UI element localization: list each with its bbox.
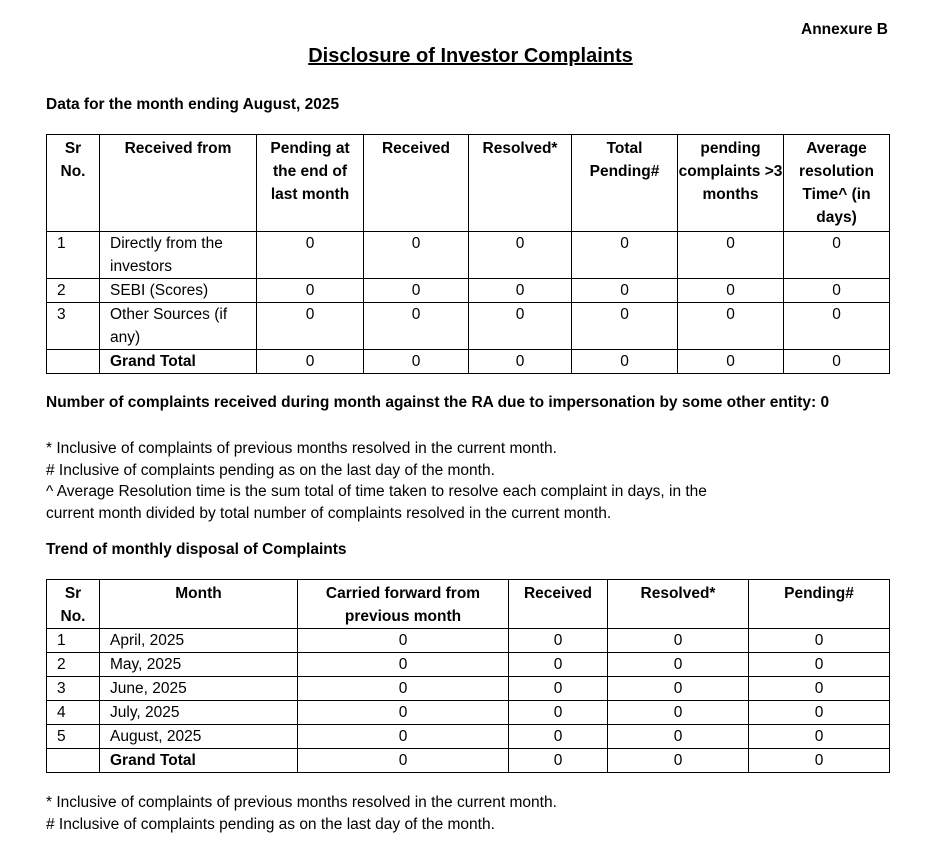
- cell-sr: 1: [47, 629, 100, 653]
- table-row: [47, 629, 890, 653]
- table-header-row: [47, 580, 890, 629]
- cell-pending-last: 0: [257, 279, 364, 303]
- col-header-month: Month: [100, 580, 298, 629]
- footnotes-section2: [46, 792, 557, 835]
- cell-received: 0: [364, 303, 469, 350]
- cell-avg-time: 0: [784, 232, 890, 279]
- cell-total-pending: 0: [572, 303, 678, 350]
- cell-received-from: SEBI (Scores): [100, 279, 257, 303]
- total-received: 0: [364, 350, 469, 374]
- cell-sr: 1: [47, 232, 100, 279]
- cell-month: May, 2025: [100, 653, 298, 677]
- total-received: 0: [509, 749, 608, 773]
- cell-received: 0: [509, 677, 608, 701]
- cell-resolved: 0: [608, 701, 749, 725]
- cell-resolved: 0: [608, 677, 749, 701]
- cell-pending: 0: [749, 653, 890, 677]
- cell-sr: 3: [47, 303, 100, 350]
- cell-resolved: 0: [469, 303, 572, 350]
- total-pending: 0: [749, 749, 890, 773]
- total-pending-last: 0: [257, 350, 364, 374]
- col-header-received-from: Received from: [100, 135, 257, 232]
- complaints-data-table: [46, 134, 890, 374]
- cell-pending-last: 0: [257, 232, 364, 279]
- grand-total-label: Grand Total: [100, 350, 257, 374]
- cell-avg-time: 0: [784, 279, 890, 303]
- total-avg-time: 0: [784, 350, 890, 374]
- footnote-resolved: * Inclusive of complaints of previous months resolved in the current month.: [46, 440, 557, 457]
- footnote-average-line2: current month divided by total number of complaints resolved in the current month.: [46, 504, 612, 522]
- table-row: [47, 232, 890, 279]
- table-header-row: [47, 135, 890, 232]
- cell-total-pending: 0: [572, 232, 678, 279]
- cell-carried-forward: 0: [298, 725, 509, 749]
- cell-sr-empty: [47, 749, 100, 773]
- col-header-resolved: Resolved*: [469, 135, 572, 232]
- cell-pending-last: 0: [257, 303, 364, 350]
- col-header-sr: Sr No.: [47, 580, 100, 629]
- total-resolved: 0: [608, 749, 749, 773]
- cell-resolved: 0: [608, 725, 749, 749]
- col-header-pending-last: Pending at the end of last month: [257, 135, 364, 232]
- cell-pending-3m: 0: [678, 303, 784, 350]
- cell-received: 0: [364, 232, 469, 279]
- footnote-average-line1: ^ Average Resolution time is the sum total of time taken to resolve each complaint in days, in the: [46, 483, 707, 500]
- total-total-pending: 0: [572, 350, 678, 374]
- cell-sr-empty: [47, 350, 100, 374]
- grand-total-row: [47, 350, 890, 374]
- monthly-trend-table: [46, 579, 890, 773]
- cell-received-from: Directly from the investors: [100, 232, 257, 279]
- cell-pending-3m: 0: [678, 279, 784, 303]
- cell-received-from: Other Sources (if any): [100, 303, 257, 350]
- document-title: [0, 45, 941, 68]
- cell-month: June, 2025: [100, 677, 298, 701]
- cell-month: April, 2025: [100, 629, 298, 653]
- cell-resolved: 0: [608, 629, 749, 653]
- cell-sr: 2: [47, 279, 100, 303]
- table-row: [47, 677, 890, 701]
- cell-pending: 0: [749, 701, 890, 725]
- col-header-sr: Sr No.: [47, 135, 100, 232]
- cell-total-pending: 0: [572, 279, 678, 303]
- col-header-pending-3m: pending complaints >3 months: [678, 135, 784, 232]
- cell-carried-forward: 0: [298, 629, 509, 653]
- col-header-received: Received: [364, 135, 469, 232]
- cell-month: July, 2025: [100, 701, 298, 725]
- col-header-avg-time: Average resolution Time^ (in days): [784, 135, 890, 232]
- footnote-pending: # Inclusive of complaints pending as on the last day of the month.: [46, 815, 495, 833]
- cell-avg-time: 0: [784, 303, 890, 350]
- cell-received: 0: [509, 701, 608, 725]
- section2-subtitle: Trend of monthly disposal of Complaints: [46, 541, 347, 558]
- cell-received: 0: [509, 725, 608, 749]
- cell-sr: 5: [47, 725, 100, 749]
- col-header-carried-forward: Carried forward from previous month: [298, 580, 509, 629]
- cell-sr: 2: [47, 653, 100, 677]
- cell-carried-forward: 0: [298, 677, 509, 701]
- impersonation-statement: Number of complaints received during month against the RA due to impersonation by some other entity: 0: [46, 394, 830, 411]
- cell-sr: 3: [47, 677, 100, 701]
- grand-total-label: Grand Total: [100, 749, 298, 773]
- table-row: [47, 303, 890, 350]
- cell-pending: 0: [749, 725, 890, 749]
- table-row: [47, 653, 890, 677]
- cell-pending: 0: [749, 677, 890, 701]
- cell-pending: 0: [749, 629, 890, 653]
- col-header-resolved: Resolved*: [608, 580, 749, 629]
- grand-total-row: [47, 749, 890, 773]
- annexure-label: Annexure B: [801, 21, 888, 38]
- total-pending-3m: 0: [678, 350, 784, 374]
- table-row: [47, 279, 890, 303]
- col-header-total-pending: Total Pending#: [572, 135, 678, 232]
- footnote-resolved: * Inclusive of complaints of previous months resolved in the current month.: [46, 794, 557, 811]
- document-title-text: Disclosure of Investor Complaints: [308, 45, 633, 67]
- cell-received: 0: [509, 629, 608, 653]
- cell-carried-forward: 0: [298, 653, 509, 677]
- cell-received: 0: [509, 653, 608, 677]
- cell-resolved: 0: [469, 232, 572, 279]
- total-carried-forward: 0: [298, 749, 509, 773]
- cell-resolved: 0: [469, 279, 572, 303]
- cell-sr: 4: [47, 701, 100, 725]
- footnote-pending: # Inclusive of complaints pending as on the last day of the month.: [46, 461, 495, 479]
- cell-carried-forward: 0: [298, 701, 509, 725]
- col-header-received: Received: [509, 580, 608, 629]
- section1-subtitle: Data for the month ending August, 2025: [46, 96, 340, 113]
- cell-pending-3m: 0: [678, 232, 784, 279]
- table-row: [47, 725, 890, 749]
- col-header-pending: Pending#: [749, 580, 890, 629]
- cell-received: 0: [364, 279, 469, 303]
- table-row: [47, 701, 890, 725]
- total-resolved: 0: [469, 350, 572, 374]
- cell-month: August, 2025: [100, 725, 298, 749]
- footnotes-section1: [46, 438, 707, 524]
- cell-resolved: 0: [608, 653, 749, 677]
